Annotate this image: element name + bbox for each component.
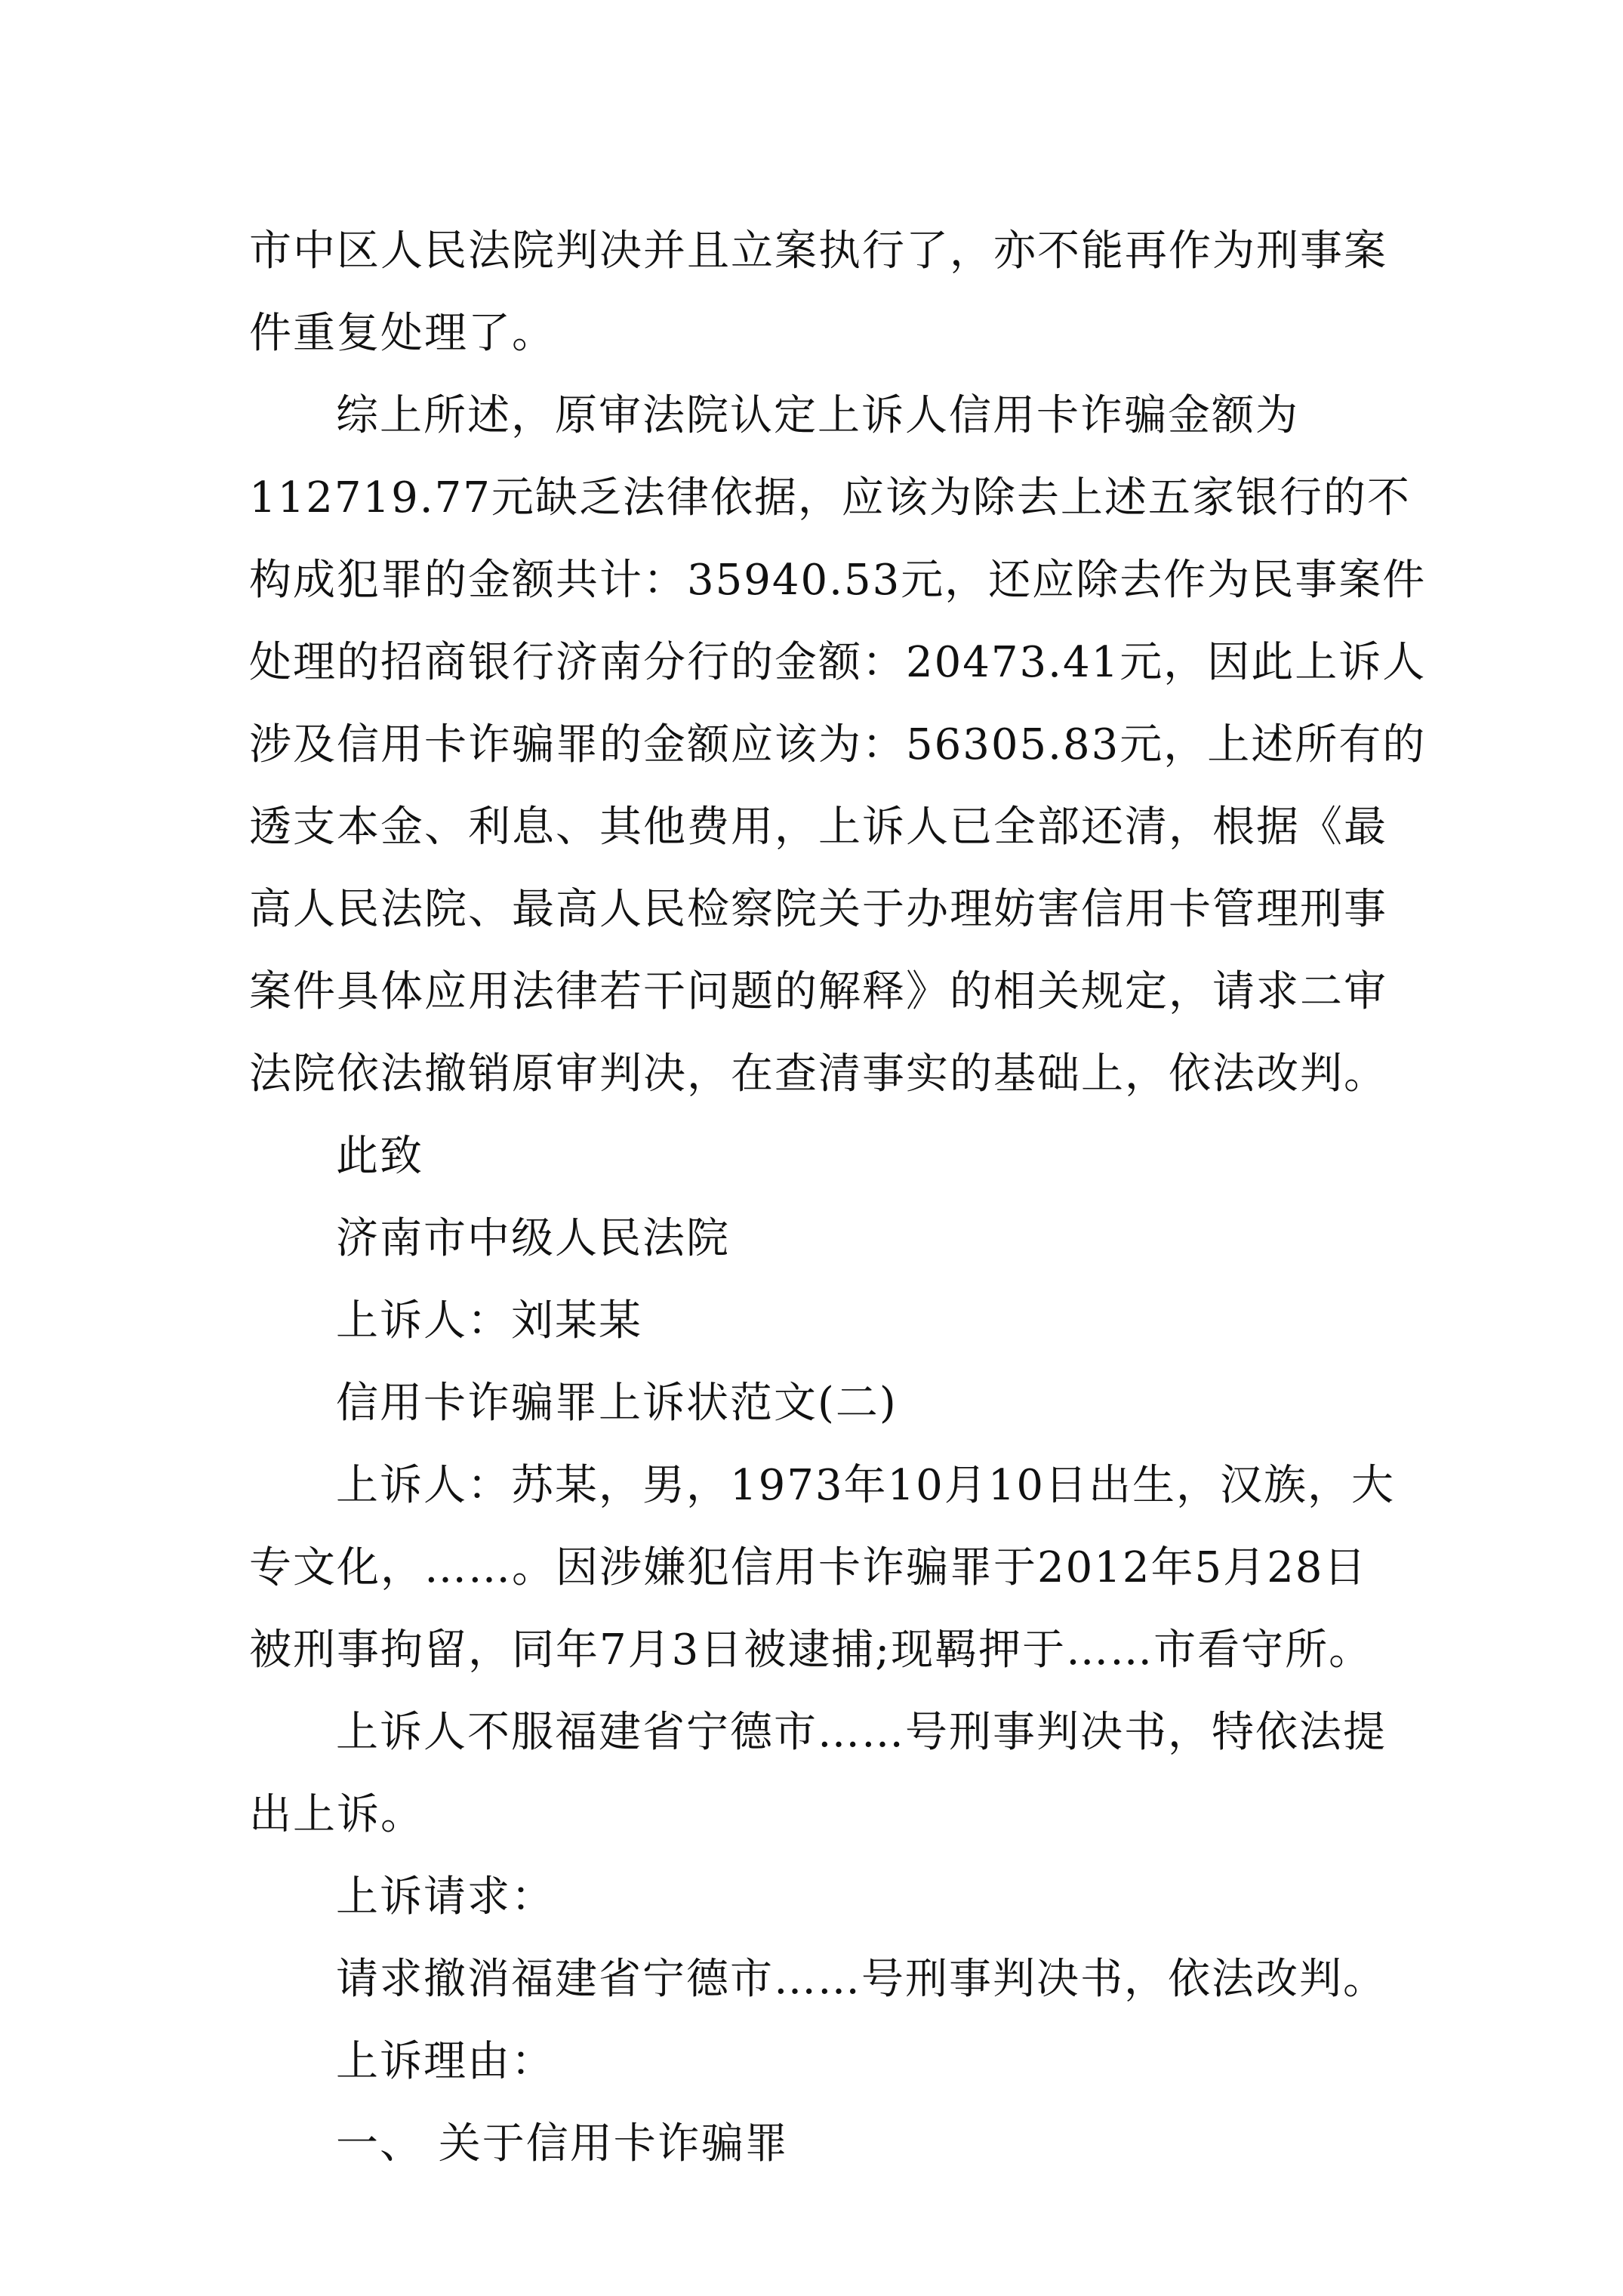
salutation: 此致	[336, 1132, 423, 1181]
paragraph-line: 件重复处理了。	[249, 309, 556, 358]
paragraph-line: 上诉人：苏某，男，1973年10月10日出生，汉族，大	[336, 1461, 1396, 1510]
paragraph-line: 被刑事拘留，同年7月3日被逮捕;现羁押于……市看守所。	[249, 1626, 1373, 1675]
paragraph-line: 综上所述，原审法院认定上诉人信用卡诈骗金额为	[336, 391, 1299, 440]
paragraph-line: 请求撤消福建省宁德市……号刑事判决书，依法改判。	[336, 1955, 1387, 2004]
subheading-credit-card-fraud: 一、 关于信用卡诈骗罪	[336, 2119, 789, 2168]
paragraph-line: 处理的招商银行济南分行的金额：20473.41元，因此上诉人	[249, 638, 1427, 687]
heading-appeal-request: 上诉请求：	[336, 1872, 555, 1922]
paragraph-line: 构成犯罪的金额共计：35940.53元，还应除去作为民事案件	[249, 556, 1427, 605]
paragraph-line: 上诉人不服福建省宁德市……号刑事判决书，特依法提	[336, 1708, 1387, 1757]
paragraph-line: 出上诉。	[249, 1790, 424, 1839]
paragraph-line: 高人民法院、最高人民检察院关于办理妨害信用卡管理刑事	[249, 885, 1387, 934]
section-title: 信用卡诈骗罪上诉状范文(二)	[336, 1379, 898, 1428]
document-body	[249, 210, 1427, 2185]
paragraph-line: 涉及信用卡诈骗罪的金额应该为：56305.83元，上述所有的	[249, 720, 1427, 769]
paragraph-line: 透支本金、利息、其他费用，上诉人已全部还清，根据《最	[249, 803, 1387, 852]
paragraph-line: 法院依法撤销原审判决，在查清事实的基础上，依法改判。	[249, 1049, 1387, 1099]
addressee-court: 济南市中级人民法院	[336, 1214, 730, 1263]
paragraph-line: 市中区人民法院判决并且立案执行了，亦不能再作为刑事案	[249, 227, 1387, 276]
paragraph-line: 112719.77元缺乏法律依据，应该为除去上述五家银行的不	[249, 473, 1411, 522]
appellant-signature: 上诉人：刘某某	[336, 1296, 642, 1345]
paragraph-line: 案件具体应用法律若干问题的解释》的相关规定，请求二审	[249, 967, 1387, 1016]
paragraph-line: 专文化，……。因涉嫌犯信用卡诈骗罪于2012年5月28日	[249, 1543, 1368, 1592]
heading-appeal-reasons: 上诉理由：	[336, 2037, 555, 2086]
